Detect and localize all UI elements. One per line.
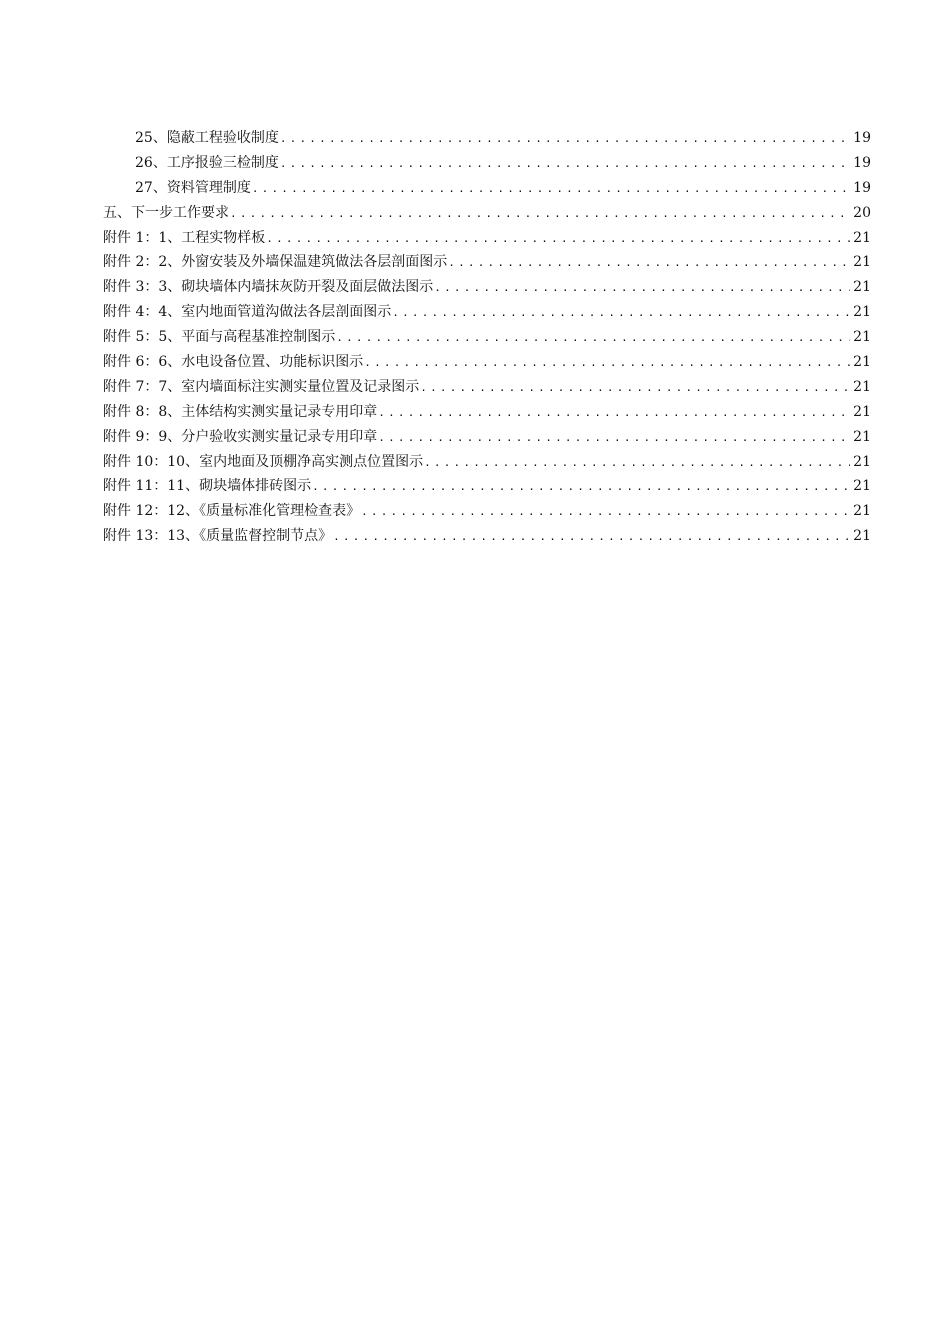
toc-entry[interactable]	[103, 350, 871, 375]
toc-entry[interactable]	[103, 226, 871, 251]
toc-dot-leader	[420, 376, 850, 400]
toc-entry-title: 附件 8：8、主体结构实测实量记录专用印章	[103, 403, 378, 420]
toc-entry[interactable]	[103, 176, 871, 201]
toc-dot-leader	[378, 426, 850, 450]
toc-entry[interactable]	[103, 400, 871, 425]
toc-page-number: 19	[853, 179, 871, 196]
toc-entry[interactable]	[103, 151, 871, 176]
toc-dot-leader	[266, 227, 850, 251]
toc-page-number: 21	[853, 254, 871, 271]
toc-page-number: 19	[853, 130, 871, 146]
toc-entry[interactable]	[103, 499, 871, 524]
toc-page-number: 21	[853, 528, 871, 545]
toc-dot-leader	[378, 401, 850, 425]
toc-page-number: 21	[853, 354, 871, 371]
toc-entry[interactable]	[103, 425, 871, 450]
toc-page-number: 19	[853, 154, 871, 171]
toc-entry-title: 附件 5：5、平面与高程基准控制图示	[103, 329, 336, 346]
toc-page-number: 21	[853, 329, 871, 346]
toc-page-number: 21	[853, 378, 871, 395]
toc-entry-title: 附件 7：7、室内墙面标注实测实量位置及记录图示	[103, 378, 420, 395]
toc-entry[interactable]	[103, 300, 871, 325]
toc-entry-title: 附件 3：3、砌块墙体内墙抹灰防开裂及面层做法图示	[103, 279, 434, 296]
toc-page-number: 21	[853, 403, 871, 420]
toc-dot-leader	[333, 525, 850, 549]
toc-page-number: 21	[853, 503, 871, 520]
toc-dot-leader	[434, 276, 850, 300]
toc-entry[interactable]	[103, 375, 871, 400]
toc-entry-title: 附件 2：2、外窗安装及外墙保温建筑做法各层剖面图示	[103, 254, 448, 271]
toc-page-number: 21	[853, 279, 871, 296]
toc-dot-leader	[312, 475, 850, 499]
toc-dot-leader	[280, 127, 850, 151]
toc-entry-title: 五、下一步工作要求	[103, 204, 229, 221]
toc-entry-title: 25、隐蔽工程验收制度	[135, 130, 279, 146]
toc-entry[interactable]	[103, 325, 871, 350]
table-of-contents	[103, 126, 871, 549]
toc-dot-leader	[252, 177, 850, 201]
toc-entry-title: 27、资料管理制度	[135, 179, 251, 196]
toc-page-number: 21	[853, 229, 871, 246]
toc-entry[interactable]	[103, 126, 871, 151]
toc-dot-leader	[448, 251, 850, 275]
toc-entry[interactable]	[103, 201, 871, 226]
toc-entry-title: 附件 9：9、分户验收实测实量记录专用印章	[103, 428, 378, 445]
toc-page-number: 21	[853, 453, 871, 470]
toc-entry-title: 附件 6：6、水电设备位置、功能标识图示	[103, 354, 364, 371]
toc-page-number: 21	[853, 304, 871, 321]
toc-entry-title: 附件 1：1、工程实物样板	[103, 229, 266, 246]
toc-entry-title: 附件 10：10、室内地面及顶棚净高实测点位置图示	[103, 453, 424, 470]
toc-dot-leader	[364, 351, 850, 375]
toc-dot-leader	[280, 152, 850, 176]
toc-entry[interactable]	[103, 250, 871, 275]
toc-entry-title: 26、工序报验三检制度	[135, 154, 279, 171]
toc-entry-title: 附件 13：13、《质量监督控制节点》	[103, 528, 333, 545]
toc-dot-leader	[361, 500, 850, 524]
toc-entry-title: 附件 12：12、《质量标准化管理检查表》	[103, 503, 361, 520]
toc-page-number: 21	[853, 478, 871, 495]
toc-dot-leader	[230, 202, 850, 226]
toc-dot-leader	[424, 451, 850, 475]
toc-entry[interactable]	[103, 524, 871, 549]
toc-entry-title: 附件 11：11、砌块墙体排砖图示	[103, 478, 312, 495]
toc-dot-leader	[392, 301, 850, 325]
toc-entry[interactable]	[103, 275, 871, 300]
toc-page-number: 21	[853, 428, 871, 445]
toc-entry[interactable]	[103, 450, 871, 475]
toc-entry-title: 附件 4：4、室内地面管道沟做法各层剖面图示	[103, 304, 392, 321]
toc-entry[interactable]	[103, 474, 871, 499]
toc-dot-leader	[336, 326, 850, 350]
toc-page-number: 20	[853, 204, 871, 221]
